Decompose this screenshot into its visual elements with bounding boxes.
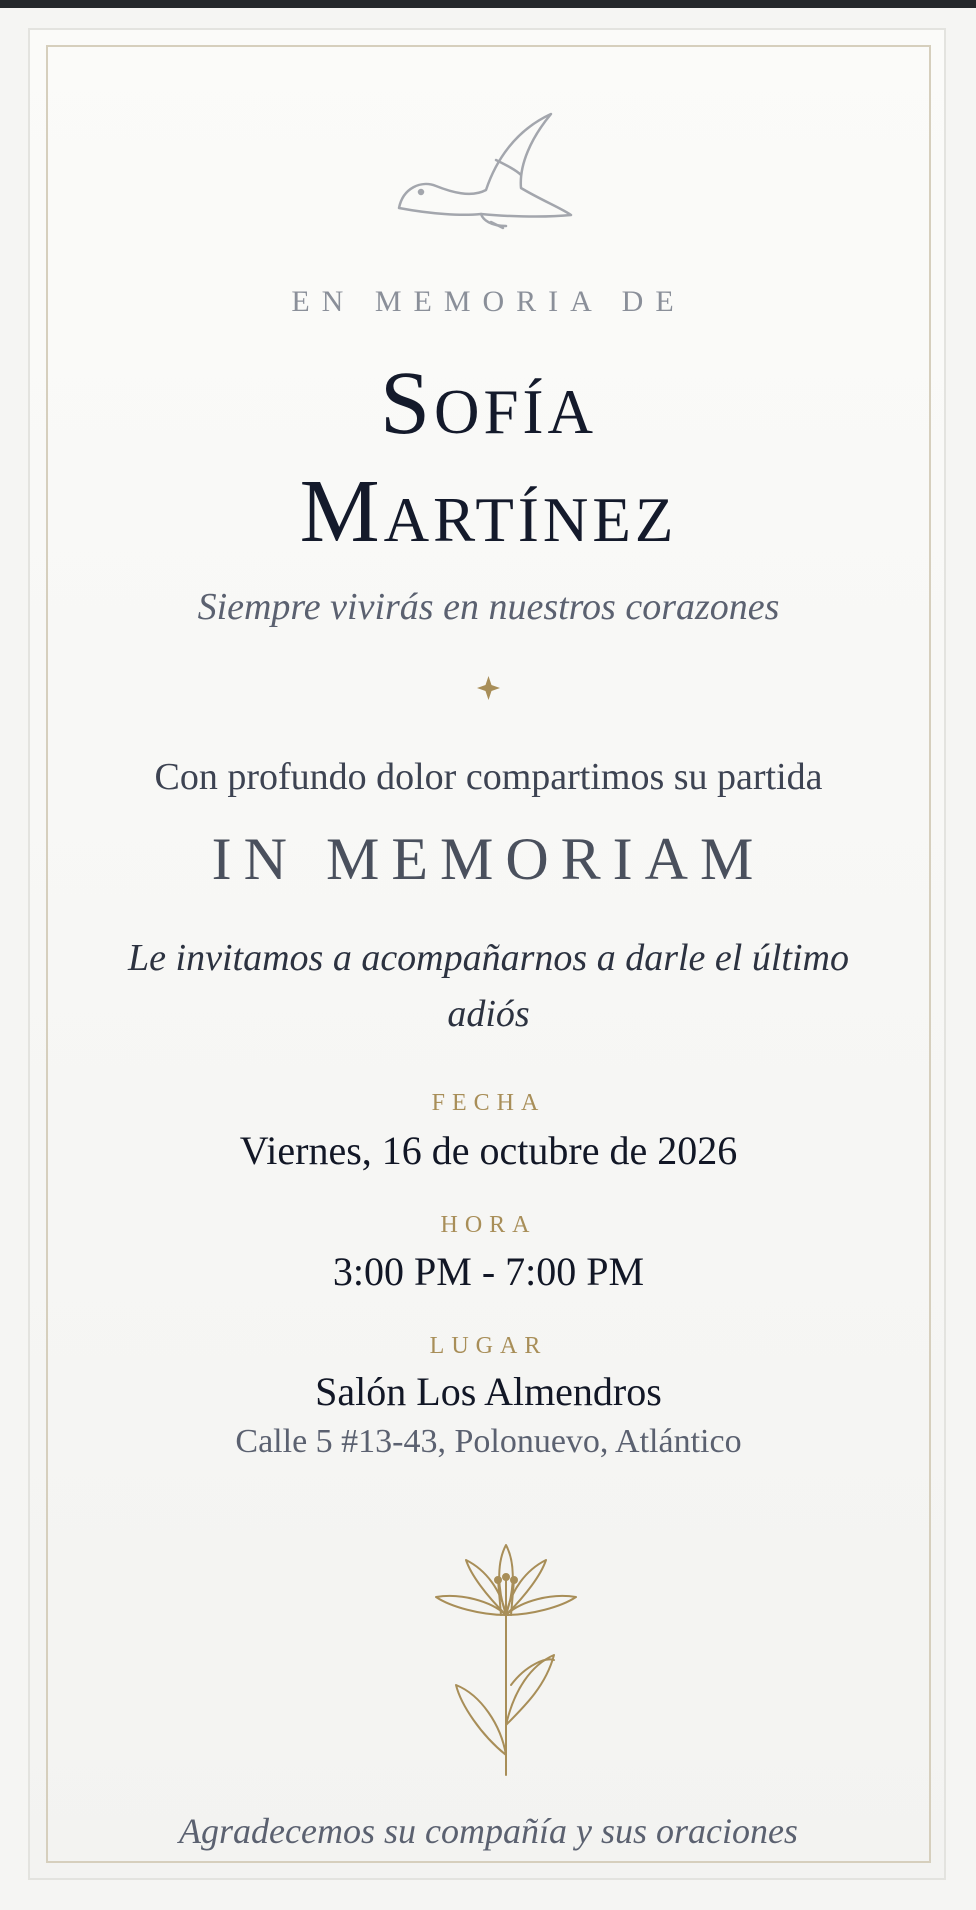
closing-text: Agradecemos su compañía y sus oraciones xyxy=(179,1811,798,1851)
name-last: Martínez xyxy=(299,462,678,561)
deceased-name xyxy=(46,350,931,566)
invitation-text: Le invitamos a acompañarnos a darle el último adiós xyxy=(128,937,849,1035)
time-label: HORA xyxy=(440,1212,537,1238)
motto-text: Siempre vivirás en nuestros corazones xyxy=(197,586,780,628)
time-value: 3:00 PM - 7:00 PM xyxy=(332,1249,645,1294)
ornamental-divider xyxy=(266,673,711,703)
eyebrow-text: EN MEMORIA DE xyxy=(291,285,686,318)
date-label: FECHA xyxy=(431,1090,546,1116)
top-bar xyxy=(0,0,976,8)
place-address: Calle 5 #13-43, Polonuevo, Atlántico xyxy=(235,1423,742,1460)
name-first: Sofía xyxy=(379,354,598,453)
date-value: Viernes, 16 de octubre de 2026 xyxy=(239,1128,738,1173)
in-memoriam-heading: IN MEMORIAM xyxy=(211,826,766,892)
place-name: Salón Los Almendros xyxy=(315,1369,662,1414)
sparkle-icon xyxy=(477,676,500,700)
lily-flower-icon xyxy=(406,1535,606,1785)
place-label: LUGAR xyxy=(429,1333,548,1359)
dove-icon xyxy=(391,110,581,230)
lead-text: Con profundo dolor compartimos su partida xyxy=(154,756,823,798)
